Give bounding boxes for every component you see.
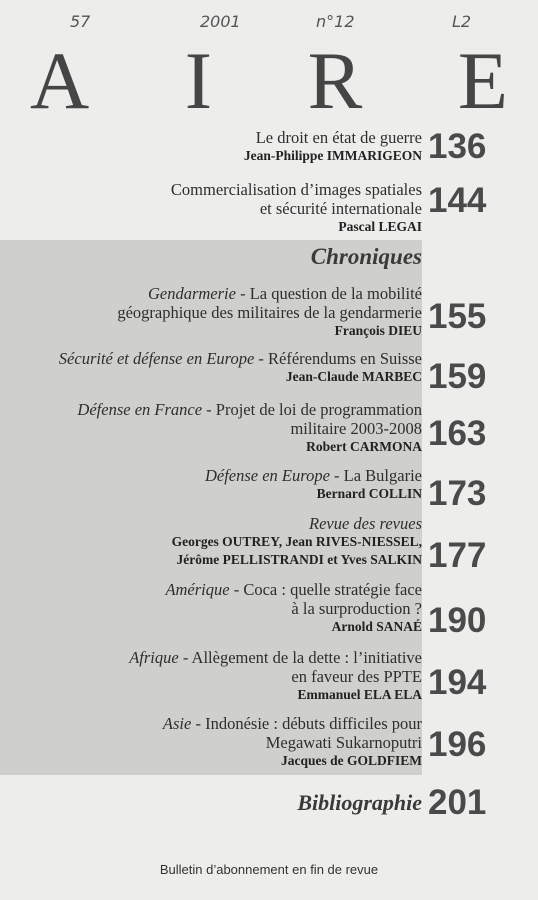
- entry-title: à la surproduction ?: [291, 599, 422, 618]
- entry-rubric: Afrique: [129, 648, 179, 667]
- masthead-letter: E: [457, 35, 508, 126]
- masthead-letter: A: [30, 35, 90, 126]
- entry-title: - La Bulgarie: [329, 466, 422, 485]
- entry-author: Georges OUTREY, Jean RIVES-NIESSEL,: [171, 534, 422, 549]
- page-number: 159: [428, 357, 487, 396]
- entry-rubric: Défense en France: [77, 400, 203, 419]
- handwritten-note-number: 57: [70, 12, 91, 31]
- toc-entry: [165, 580, 422, 636]
- entry-author: Emmanuel ELA ELA: [297, 687, 422, 702]
- entry-title: - Projet de loi de programmation: [202, 400, 422, 419]
- entry-title: - Coca : quelle stratégie face: [229, 580, 422, 599]
- toc-entry: [117, 284, 422, 340]
- entry-rubric: Amérique: [165, 580, 230, 599]
- entry-rubric: Revue des revues: [309, 514, 422, 533]
- toc-entry: [163, 714, 422, 770]
- toc-entry: [59, 349, 422, 386]
- handwritten-note-code: L2: [452, 12, 472, 31]
- entry-author: Jean-Claude MARBEC: [285, 369, 422, 384]
- entry-rubric: Asie: [162, 714, 192, 733]
- entry-author: Bernard COLLIN: [316, 486, 422, 501]
- toc-entry: [171, 180, 422, 236]
- page-number: 201: [428, 783, 487, 822]
- article-author: Jean-Philippe IMMARIGEON: [243, 148, 422, 163]
- entry-author: François DIEU: [334, 323, 422, 338]
- toc-entry: [172, 514, 422, 569]
- toc-entry: [77, 400, 422, 456]
- entry-author: Jacques de GOLDFIEM: [280, 753, 422, 768]
- entry-rubric: Défense en Europe: [204, 466, 330, 485]
- handwritten-note-issue: n°12: [316, 12, 355, 31]
- entry-author: Arnold SANAÉ: [331, 619, 422, 634]
- handwritten-note-year: 2001: [200, 12, 241, 31]
- page-number: 144: [428, 181, 487, 220]
- entry-title: - La question de la mobilité: [235, 284, 422, 303]
- article-author: Pascal LEGAI: [338, 219, 422, 234]
- entry-title: - Indonésie : débuts difficiles pour: [191, 714, 422, 733]
- article-title: et sécurité internationale: [259, 199, 422, 218]
- entry-title: militaire 2003-2008: [290, 419, 422, 438]
- article-title: Commercialisation d’images spatiales: [170, 180, 422, 199]
- masthead-letter: R: [307, 35, 363, 126]
- entry-title: Megawati Sukarnoputri: [265, 733, 422, 752]
- article-title: Le droit en état de guerre: [255, 128, 422, 147]
- page-number: 155: [428, 297, 487, 336]
- entry-title: géographique des militaires de la gendarmerie: [117, 303, 422, 322]
- masthead-letter: I: [184, 35, 213, 126]
- page-number: 163: [428, 414, 487, 453]
- page-number: 136: [428, 127, 487, 166]
- bibliographie-heading: Bibliographie: [297, 790, 422, 815]
- entry-title: en faveur des PPTE: [291, 667, 422, 686]
- chroniques-heading: Chroniques: [310, 244, 422, 269]
- entry-rubric: Gendarmerie: [147, 284, 236, 303]
- toc-entry: [244, 128, 422, 165]
- entry-author: Robert CARMONA: [306, 439, 422, 454]
- page-number: 190: [428, 601, 487, 640]
- page-number: 173: [428, 474, 487, 513]
- entry-title: - Allègement de la dette : l’initiative: [178, 648, 422, 667]
- page-number: 196: [428, 725, 487, 764]
- page-number: 194: [428, 663, 487, 702]
- journal-masthead: [30, 35, 508, 126]
- page-number: 177: [428, 536, 487, 575]
- entry-title: - Référendums en Suisse: [254, 349, 422, 368]
- entry-rubric: Sécurité et défense en Europe: [58, 349, 255, 368]
- toc-entry: [129, 648, 422, 704]
- toc-entry: [205, 466, 422, 503]
- entry-author: Jérôme PELLISTRANDI et Yves SALKIN: [176, 552, 422, 567]
- subscription-note: Bulletin d’abonnement en fin de revue: [159, 862, 379, 877]
